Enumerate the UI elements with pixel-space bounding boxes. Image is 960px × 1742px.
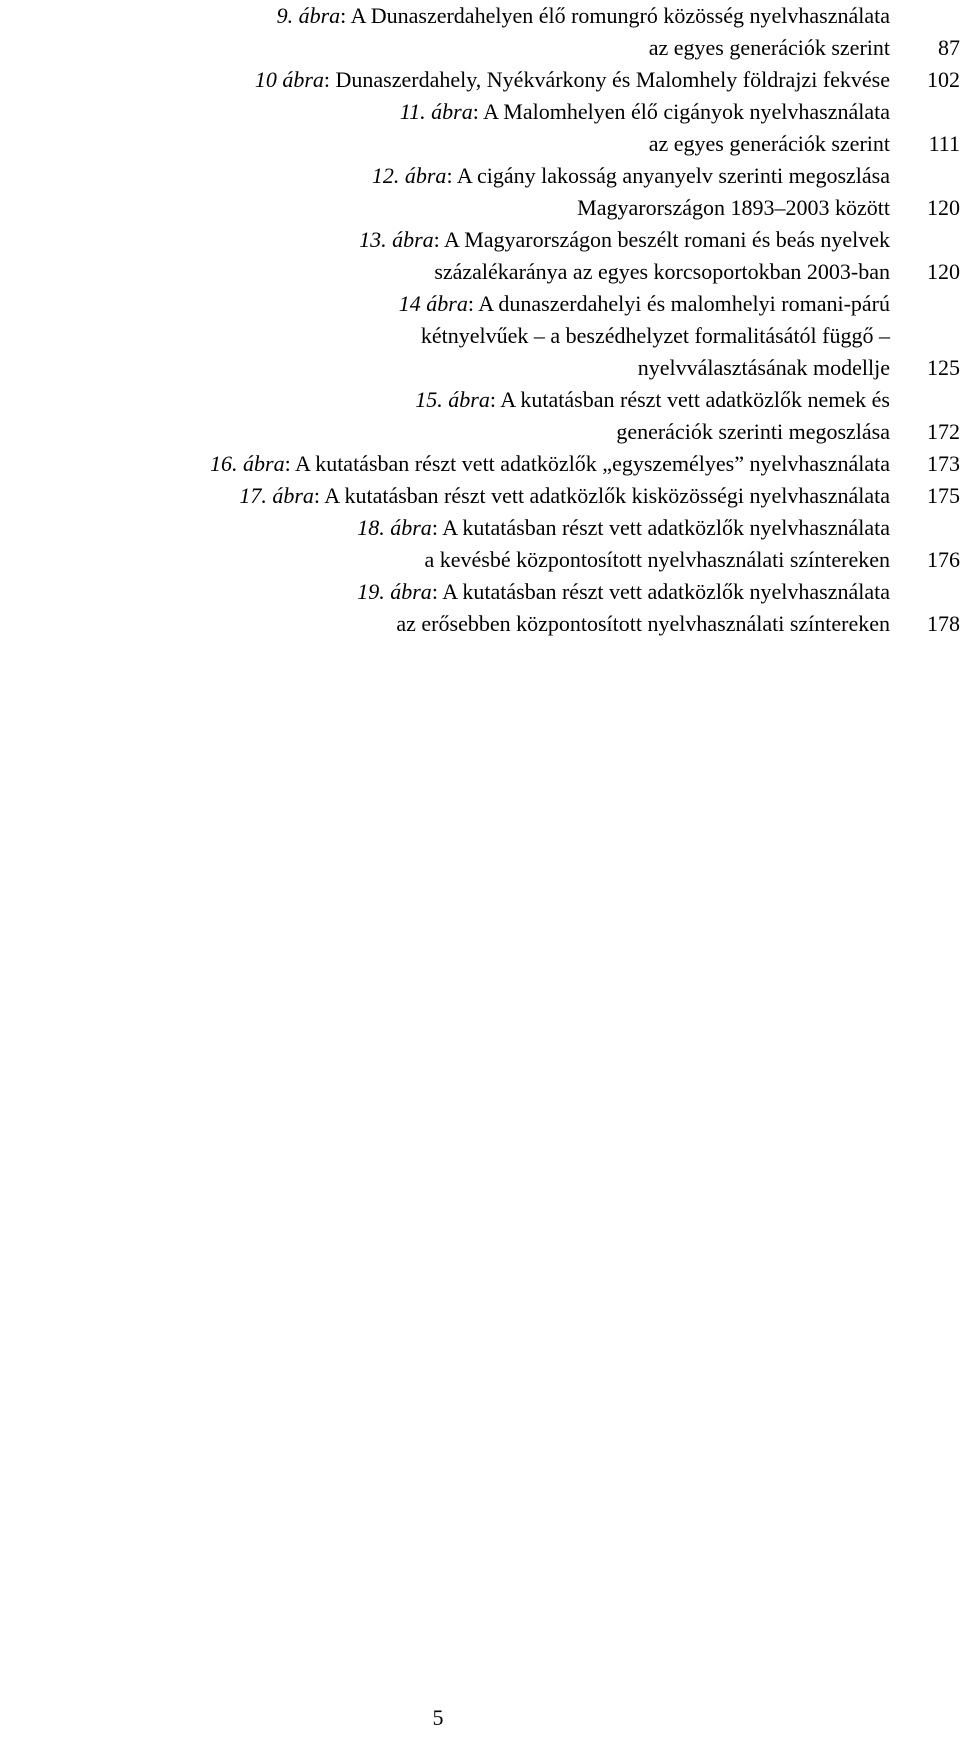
figure-separator: : bbox=[433, 227, 445, 252]
figure-separator: : bbox=[313, 483, 325, 508]
figure-separator: : bbox=[284, 451, 296, 476]
figure-entry bbox=[0, 160, 960, 224]
figure-page-number: 178 bbox=[927, 611, 960, 636]
figure-entry bbox=[0, 384, 960, 448]
figure-page-number: 102 bbox=[927, 67, 960, 92]
figure-number: 12. bbox=[371, 163, 405, 188]
figure-entry-line bbox=[0, 448, 960, 480]
figure-number: 19. bbox=[357, 579, 391, 604]
figure-title: A Dunaszerdahelyen élő romungró közösség nyelvhasználata bbox=[350, 3, 890, 28]
figure-entry-line bbox=[0, 32, 960, 64]
figure-label: ábra bbox=[392, 227, 434, 252]
figure-title: nyelvválasztásának modellje bbox=[637, 355, 890, 380]
figure-page-number: 87 bbox=[938, 35, 960, 60]
figure-entry bbox=[0, 480, 960, 512]
figure-entry-line bbox=[0, 0, 960, 32]
figure-number: 17. bbox=[239, 483, 273, 508]
figure-label: ábra bbox=[404, 163, 447, 188]
figure-page-number: 172 bbox=[927, 419, 960, 444]
figure-separator: : bbox=[467, 291, 479, 316]
figure-title: Dunaszerdahely, Nyékvárkony és Malomhely földrajzi fekvése bbox=[335, 67, 890, 92]
figure-entry-line bbox=[0, 512, 960, 544]
figure-title: generációk szerinti megoszlása bbox=[616, 419, 890, 444]
figure-entry bbox=[0, 512, 960, 576]
figure-page-number: 176 bbox=[927, 547, 960, 572]
figure-page-number: 120 bbox=[927, 195, 960, 220]
figure-number: 15. bbox=[415, 387, 449, 412]
figure-entry-line bbox=[0, 416, 960, 448]
figure-label: ábra bbox=[448, 387, 490, 412]
figure-separator: : bbox=[446, 163, 457, 188]
figure-entry-line bbox=[0, 384, 960, 416]
figure-title: az egyes generációk szerint bbox=[648, 35, 890, 60]
figure-entry bbox=[0, 0, 960, 64]
figure-title: A kutatásban részt vett adatközlők kisközösségi nyelvhasználata bbox=[324, 483, 890, 508]
figure-separator: : bbox=[323, 67, 336, 92]
figure-title: A Magyarországon beszélt romani és beás nyelvek bbox=[444, 227, 890, 252]
figure-title: A dunaszerdahelyi és malomhelyi romani-párú bbox=[478, 291, 890, 316]
figure-entry bbox=[0, 448, 960, 480]
figure-separator: : bbox=[489, 387, 501, 412]
figure-entry bbox=[0, 288, 960, 384]
figure-title: az erősebben központosított nyelvhasználati színtereken bbox=[396, 611, 890, 636]
figure-entry-line bbox=[0, 224, 960, 256]
figure-label: ábra bbox=[243, 451, 285, 476]
figure-entry-line bbox=[0, 128, 960, 160]
figure-title: a kevésbé központosított nyelvhasználati színtereken bbox=[424, 547, 890, 572]
figure-number: 13. bbox=[359, 227, 393, 252]
figure-entry-line bbox=[0, 256, 960, 288]
figure-separator: : bbox=[431, 579, 443, 604]
figure-title: A kutatásban részt vett adatközlők nyelvhasználata bbox=[442, 579, 890, 604]
figure-entry bbox=[0, 64, 960, 96]
figure-number: 10 bbox=[254, 67, 283, 92]
figure-entry-line bbox=[0, 320, 960, 352]
figure-page-number: 173 bbox=[927, 451, 960, 476]
page-number: 5 bbox=[432, 1705, 444, 1730]
figure-number: 14 bbox=[398, 291, 427, 316]
figure-title: A kutatásban részt vett adatközlők nemek és bbox=[500, 387, 890, 412]
figure-page-number: 125 bbox=[927, 355, 960, 380]
figure-number: 16. bbox=[210, 451, 244, 476]
figure-label: ábra bbox=[390, 515, 432, 540]
figure-title: A kutatásban részt vett adatközlők „egyszemélyes” nyelvhasználata bbox=[295, 451, 890, 476]
figure-label: ábra bbox=[431, 99, 473, 124]
figure-number: 11. bbox=[399, 99, 432, 124]
figure-separator: : bbox=[340, 3, 351, 28]
figure-title: A Malomhelyen élő cigányok nyelvhasználata bbox=[483, 99, 890, 124]
figure-title: százalékaránya az egyes korcsoportokban 2003-ban bbox=[434, 259, 890, 284]
figure-title: A cigány lakosság anyanyelv szerinti megoszlása bbox=[456, 163, 890, 188]
figure-label: ábra bbox=[390, 579, 432, 604]
figure-title: kétnyelvűek – a beszédhelyzet formalitásától függő – bbox=[420, 323, 890, 348]
figure-title: az egyes generációk szerint bbox=[648, 131, 890, 156]
figure-page-number: 111 bbox=[928, 131, 960, 156]
figure-title: A kutatásban részt vett adatközlők nyelvhasználata bbox=[442, 515, 890, 540]
figure-list bbox=[0, 0, 960, 640]
figure-title: Magyarországon 1893–2003 között bbox=[577, 195, 890, 220]
figure-label: ábra bbox=[426, 291, 468, 316]
figure-separator: : bbox=[431, 515, 443, 540]
figure-entry-line bbox=[0, 544, 960, 576]
figure-label: ábra bbox=[272, 483, 314, 508]
figure-entry-line bbox=[0, 576, 960, 608]
figure-entry-line bbox=[0, 352, 960, 384]
figure-entry bbox=[0, 576, 960, 640]
figure-entry-line bbox=[0, 288, 960, 320]
figure-entry-line bbox=[0, 608, 960, 640]
figure-entry bbox=[0, 224, 960, 288]
figure-number: 9. bbox=[276, 3, 299, 28]
figure-entry-line bbox=[0, 160, 960, 192]
figure-separator: : bbox=[472, 99, 484, 124]
figure-label: ábra bbox=[298, 3, 341, 28]
figure-number: 18. bbox=[357, 515, 391, 540]
figure-page-number: 175 bbox=[927, 483, 960, 508]
figure-entry-line bbox=[0, 192, 960, 224]
figure-entry-line bbox=[0, 64, 960, 96]
figure-page-number: 120 bbox=[927, 259, 960, 284]
figure-entry-line bbox=[0, 96, 960, 128]
figure-entry-line bbox=[0, 480, 960, 512]
figure-entry bbox=[0, 96, 960, 160]
figure-label: ábra bbox=[282, 67, 324, 92]
